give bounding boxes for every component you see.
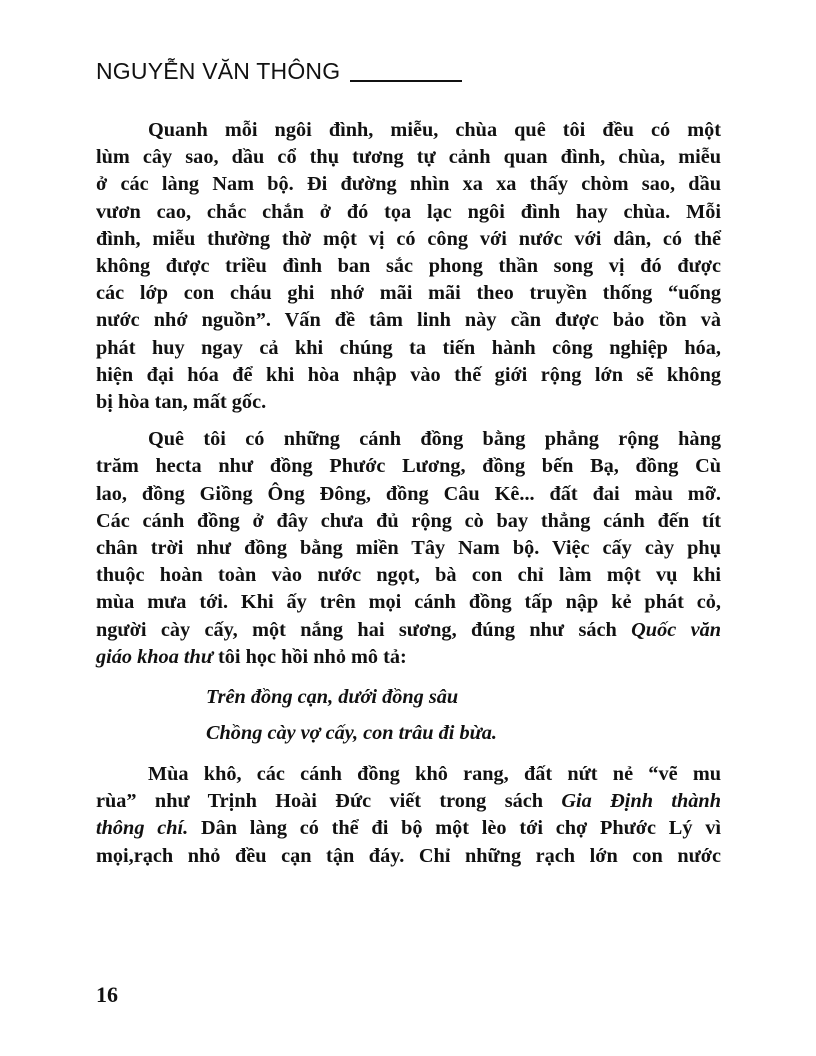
book-title-italic: Quốc văn: [631, 618, 721, 641]
page-body: [96, 117, 721, 870]
paragraph-3: [96, 761, 721, 870]
running-header: [96, 58, 462, 85]
text-line: bị hòa tan, mất gốc.: [96, 391, 267, 414]
book-title-italic: thông chí.: [96, 817, 189, 840]
text-line: vươn cao, chắc chắn ở đó tọa lạc ngôi đình hay chùa. Mỗi: [96, 200, 721, 223]
text-line: [96, 617, 721, 644]
text-line: nước nhớ nguồn”. Vấn đề tâm linh này cần được bảo tồn và: [96, 309, 721, 332]
text-segment: rùa” như Trịnh Hoài Đức viết trong sách: [96, 790, 562, 813]
text-line: [96, 815, 721, 842]
text-line: Các cánh đồng ở đây chưa đủ rộng cò bay thẳng cánh đến tít: [96, 509, 721, 532]
running-title: NGUYỄN VĂN THÔNG: [96, 58, 341, 84]
text-segment: người cày cấy, một nắng hai sương, đúng như sách: [96, 618, 632, 641]
text-line: thuộc hoàn toàn vào nước ngọt, bà con chỉ làm một vụ khi: [96, 564, 721, 587]
text-line: trăm hecta như đồng Phước Lương, đồng bến Bạ, đồng Cù: [96, 455, 721, 478]
page-number: 16: [96, 982, 118, 1007]
verse-line: Trên đồng cạn, dưới đồng sâu: [206, 686, 459, 709]
text-line: lao, đồng Giồng Ông Đông, đồng Câu Kê... đất đai màu mỡ.: [96, 482, 721, 505]
text-line: hiện đại hóa để khi hòa nhập vào thế giới rộng lớn sẽ không: [96, 363, 721, 386]
text-line: phát huy ngay cả khi chúng ta tiến hành công nghiệp hóa,: [96, 336, 721, 359]
verse-line: Chồng cày vợ cấy, con trâu đi bừa.: [206, 722, 497, 745]
text-line: [96, 788, 721, 815]
text-line: không được triều đình ban sắc phong thần song vị đó được: [96, 255, 721, 278]
text-line: các lớp con cháu ghi nhớ mãi mãi theo truyền thống “uống: [96, 282, 721, 305]
text-line: đình, miễu thường thờ một vị có công với nước với dân, có thể: [96, 227, 721, 250]
book-title-italic: Gia Định thành: [561, 790, 721, 813]
text-line: mùa mưa tới. Khi ấy trên mọi cánh đồng tấp nập kẻ phát cỏ,: [96, 591, 721, 614]
text-line: [96, 644, 721, 671]
text-segment: Dân làng có thể đi bộ một lèo tới chợ Phước Lý vì: [188, 817, 721, 840]
book-title-italic: giáo khoa thư: [96, 645, 213, 668]
text-line: lùm cây sao, dầu cổ thụ tương tự cảnh quan đình, chùa, miễu: [96, 146, 721, 169]
text-line: ở các làng Nam bộ. Đi đường nhìn xa xa thấy chòm sao, dầu: [96, 173, 721, 196]
header-rule: [350, 80, 462, 82]
text-line: chân trời như đồng bằng miền Tây Nam bộ. Việc cấy cày phụ: [96, 537, 721, 560]
text-line: Mùa khô, các cánh đồng khô rang, đất nứt nẻ “vẽ mu: [148, 763, 721, 786]
paragraph-1: [96, 117, 721, 416]
text-line: mọi,rạch nhỏ đều cạn tận đáy. Chỉ những rạch lớn con nước: [96, 844, 721, 867]
verse-block: [96, 679, 721, 751]
paragraph-2: [96, 426, 721, 671]
text-segment: tôi học hồi nhỏ mô tả:: [212, 645, 407, 668]
text-line: Quanh mỗi ngôi đình, miễu, chùa quê tôi đều có một: [148, 119, 721, 141]
text-line: Quê tôi có những cánh đồng bằng phẳng rộng hàng: [148, 428, 721, 451]
